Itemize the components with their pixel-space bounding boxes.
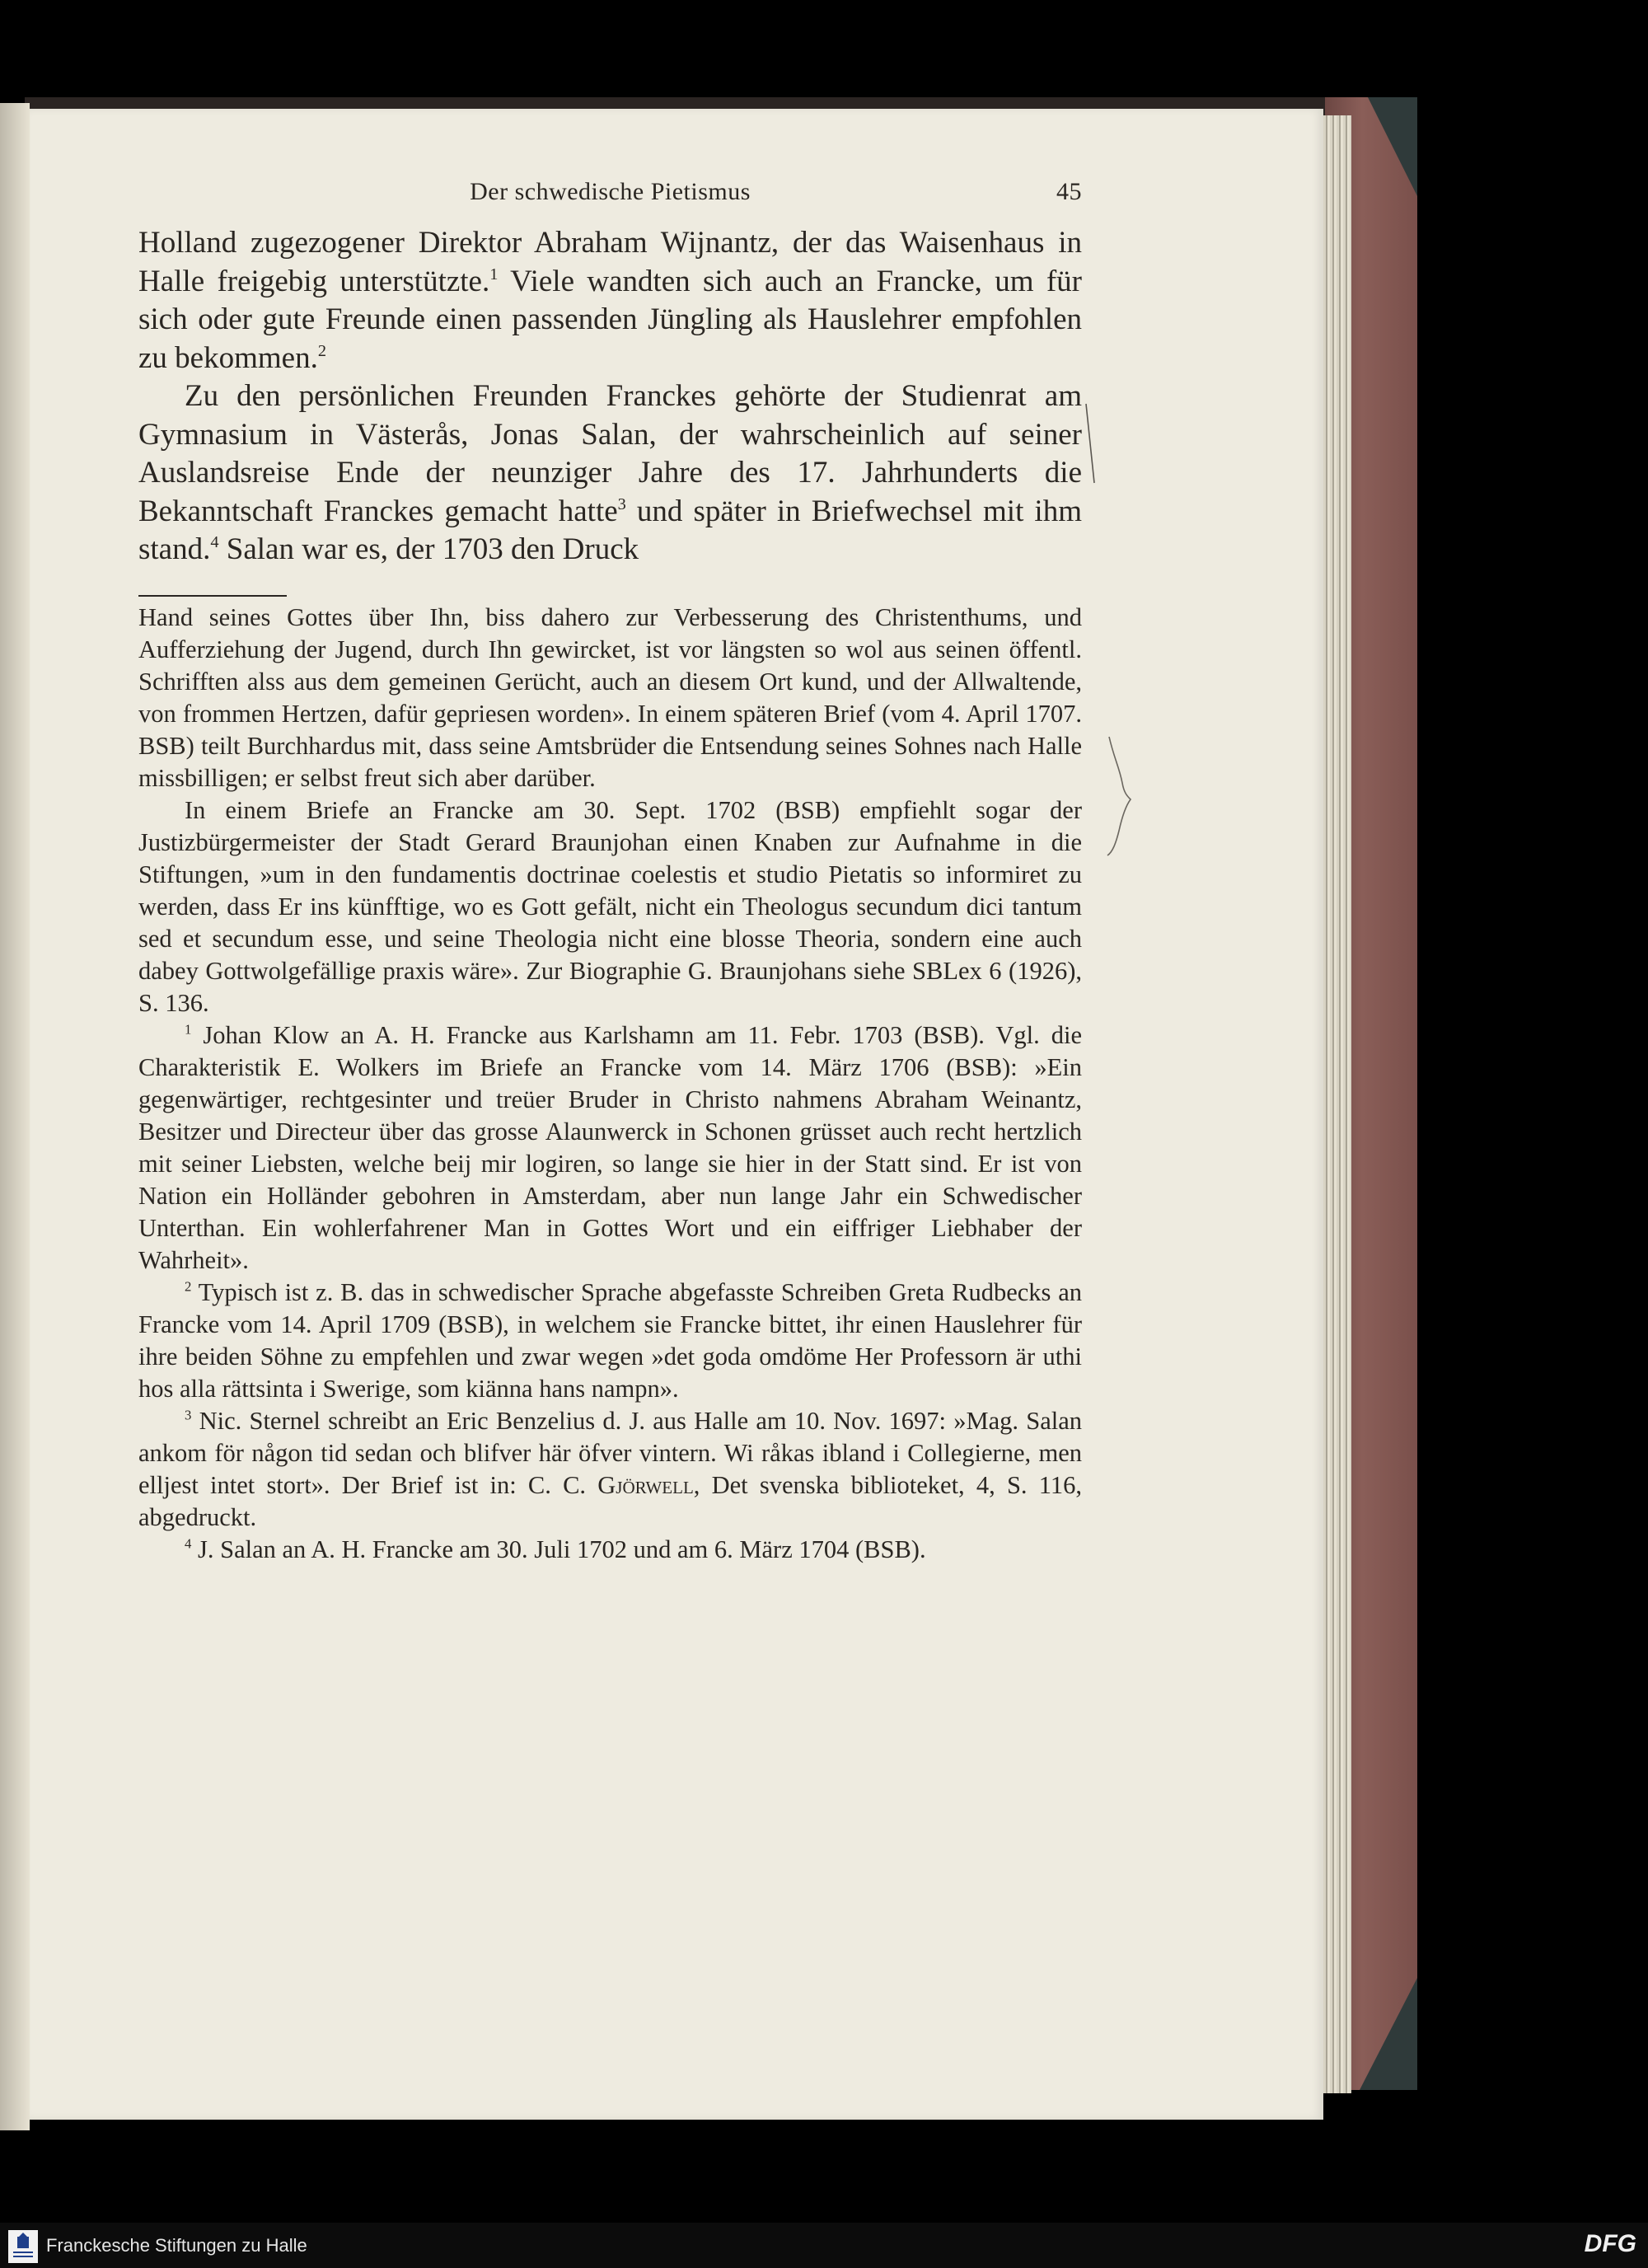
text-run: Johan Klow an A. H. Francke aus Karlshamn am 11. Febr. 1703 (BSB). Vgl. die Charakteristik E. Wolkers im Briefe an Francke vom 14. März 1706 (BSB): »Ein gegenwärtiger, rechtgesinter und treüer Bruder in Christo nahmens Abraham Weinantz, Besitzer und Directeur über das grosse Alaunwerck in Schonen grüsset auch recht hertzlich mit seiner Liebsten, welche beij mir logiren, so lange sie hier in der Statt sind. Er ist von Nation ein Holländer gebohren in Amsterdam, aber nun lange Jahr ein Schwedischer Unterthan. Ein wohlerfahrener Man in Gottes Wort und ein eiffriger Liebhaber der Wahrheit». bbox=[138, 1021, 1082, 1274]
footnote-marker: 1 bbox=[489, 265, 499, 284]
footnote-paragraph bbox=[138, 602, 1082, 794]
body-paragraph bbox=[138, 377, 1082, 569]
footnote-paragraph bbox=[138, 1277, 1082, 1405]
footnote-marker: 1 bbox=[185, 1021, 192, 1038]
page-number: 45 bbox=[1056, 178, 1082, 205]
text-run: Nic. Sternel schreibt an Eric Benzelius d. J. aus Halle am 10. Nov. 1697: »Mag. Salan ankom för någon tid sedan och blifver här öfver vintern. Wi råkas ibland i Collegierne, men elljest intet stort». Der Brief ist in: C. C. bbox=[138, 1407, 1082, 1499]
author-name-smallcaps: Gjörwell bbox=[597, 1471, 694, 1499]
text-run: , Det svenska biblioteket, 4, S. 116, abgedruckt. bbox=[138, 1471, 1082, 1531]
text-run: und später in Briefwechsel mit ihm stand. bbox=[138, 494, 1082, 566]
text-run: In einem Briefe an Francke am 30. Sept. 1702 (BSB) empfiehlt sogar der Justizbürgermeister der Stadt Gerard Braunjohan einen Knaben zur Aufnahme in die Stiftungen, »um in den fundamentis doctrinae coelestis et studio Pietatis so informiret zu werden, dass Er ins künfftige, wo es Gott gefält, nicht ein Theologus secundum dici tantum sed et secundum esse, und seine Theologia nicht eine blosse Theoria, sondern eine auch dabey Gottwolgefällige praxis wäre». Zur Biographie G. Braunjohans siehe SBLex 6 (1926), S. 136. bbox=[138, 796, 1082, 1017]
footnotes bbox=[138, 602, 1082, 1566]
text-run: J. Salan an A. H. Francke am 30. Juli 1702 und am 6. März 1704 (BSB). bbox=[191, 1535, 926, 1563]
footnote-paragraph bbox=[138, 1019, 1082, 1277]
footnote-marker: 2 bbox=[185, 1278, 192, 1295]
pencil-margin-line bbox=[1084, 402, 1096, 485]
dfg-logo: DFG bbox=[1584, 2230, 1636, 2257]
footnote-separator bbox=[138, 595, 287, 597]
text-run: Zu den persönlichen Freunden Franckes gehörte der Studienrat am Gymnasium in Västerås, Jonas Salan, der wahrscheinlich auf seiner Auslandsreise Ende der neunziger Jahre des 17. Jahrhunderts die Bekanntschaft Franckes gemacht hatte bbox=[138, 379, 1082, 528]
footnote-paragraph bbox=[138, 1405, 1082, 1534]
institution-name: Franckesche Stiftungen zu Halle bbox=[46, 2235, 307, 2256]
footnote-marker: 3 bbox=[185, 1407, 192, 1423]
footnote-marker: 4 bbox=[210, 532, 219, 551]
footnote-marker: 4 bbox=[185, 1535, 192, 1552]
running-title: Der schwedische Pietismus bbox=[470, 178, 751, 205]
body-paragraph bbox=[138, 224, 1082, 377]
text-run: Viele wandten sich auch an Francke, um für sich oder gute Freunde einen passenden Jüngling als Hauslehrer empfohlen zu bekommen. bbox=[138, 264, 1082, 375]
institution-logo-icon bbox=[8, 2230, 38, 2263]
footnote-marker: 2 bbox=[317, 341, 326, 360]
footnote-marker: 3 bbox=[617, 494, 626, 513]
running-header bbox=[138, 173, 1082, 214]
text-run: Hand seines Gottes über Ihn, biss dahero zur Verbesserung des Christenthums, und Aufferziehung der Jugend, durch Ihn gewircket, ist vor längsten so wol aus seinen öffentl. Schrifften alss aus dem gemeinen Gerücht, auch an diesem Ort kund, und der Allwaltende, von frommen Hertzen, dafür gepriesen worden». In einem späteren Brief (vom 4. April 1707. BSB) teilt Burchhardus mit, dass seine Amtsbrüder die Entsendung seines Sohnes nach Halle missbilligen; er selbst freut sich aber darüber. bbox=[138, 603, 1082, 792]
text-run: Holland zugezogener Direktor Abraham Wijnantz, der das Waisenhaus in Halle freigebig unterstützte. bbox=[138, 226, 1082, 298]
text-run: Salan war es, der 1703 den Druck bbox=[218, 532, 639, 566]
main-text bbox=[138, 224, 1082, 569]
footnote-paragraph bbox=[138, 1534, 1082, 1566]
facing-page-edge bbox=[0, 103, 30, 2130]
text-run: Typisch ist z. B. das in schwedischer Sprache abgefasste Schreiben Greta Rudbecks an Francke vom 14. April 1709 (BSB), in welchem sie Francke bittet, ihr einen Hauslehrer für ihre beiden Söhne zu empfehlen und zwar wegen »det goda omdöme Her Professorn är uthi hos alla rättsinta i Swerige, som kiänna hans nampn». bbox=[138, 1278, 1082, 1403]
pencil-brace-mark bbox=[1103, 733, 1135, 857]
footnote-paragraph bbox=[138, 794, 1082, 1019]
